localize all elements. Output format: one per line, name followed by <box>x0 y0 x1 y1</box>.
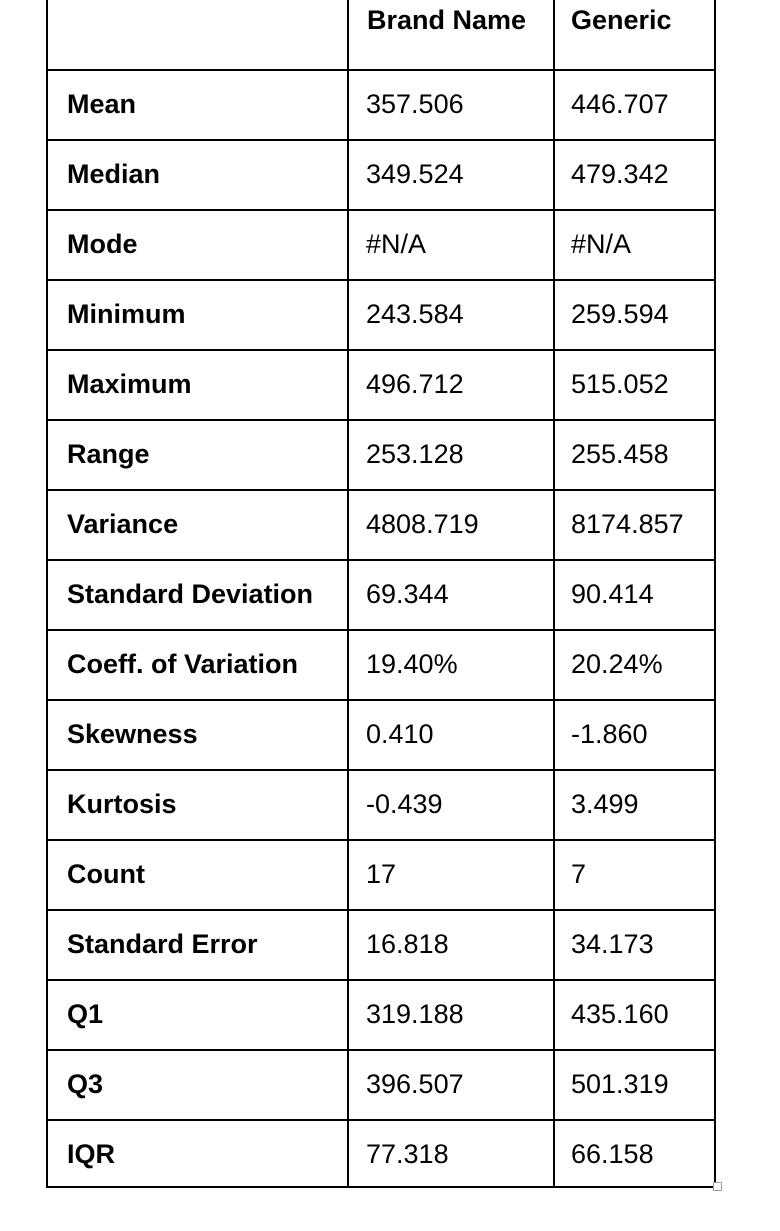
generic-value-cell: 446.707 <box>554 70 715 140</box>
brand-name-value-cell: #N/A <box>348 210 554 280</box>
brand-name-value-cell: 357.506 <box>348 70 554 140</box>
row-label-cell: Q3 <box>47 1050 348 1120</box>
generic-value-cell: 515.052 <box>554 350 715 420</box>
brand-name-value-cell: 16.818 <box>348 910 554 980</box>
table-row <box>47 840 715 910</box>
brand-name-value-cell: 77.318 <box>348 1120 554 1187</box>
generic-value-cell: #N/A <box>554 210 715 280</box>
brand-name-value-cell: 496.712 <box>348 350 554 420</box>
table-row <box>47 1050 715 1120</box>
row-label-cell: Kurtosis <box>47 770 348 840</box>
table-body <box>47 70 715 1187</box>
descriptive-statistics-table <box>46 0 716 1188</box>
row-label-cell: Coeff. of Variation <box>47 630 348 700</box>
generic-value-cell: 66.158 <box>554 1120 715 1187</box>
brand-name-value-cell: 396.507 <box>348 1050 554 1120</box>
brand-name-value-cell: 253.128 <box>348 420 554 490</box>
brand-name-value-cell: 243.584 <box>348 280 554 350</box>
table-resize-handle[interactable] <box>713 1182 722 1191</box>
generic-value-cell: 435.160 <box>554 980 715 1050</box>
header-generic: Generic <box>554 0 715 70</box>
generic-value-cell: 8174.857 <box>554 490 715 560</box>
row-label-cell: Standard Deviation <box>47 560 348 630</box>
brand-name-value-cell: 69.344 <box>348 560 554 630</box>
row-label-cell: Q1 <box>47 980 348 1050</box>
row-label-cell: Skewness <box>47 700 348 770</box>
generic-value-cell: -1.860 <box>554 700 715 770</box>
header-brand-name: Brand Name <box>348 0 554 70</box>
brand-name-value-cell: 349.524 <box>348 140 554 210</box>
generic-value-cell: 7 <box>554 840 715 910</box>
row-label-cell: Maximum <box>47 350 348 420</box>
header-corner-cell <box>47 0 348 70</box>
table-row <box>47 980 715 1050</box>
table-row <box>47 490 715 560</box>
table-row <box>47 560 715 630</box>
brand-name-value-cell: 4808.719 <box>348 490 554 560</box>
brand-name-value-cell: 0.410 <box>348 700 554 770</box>
generic-value-cell: 255.458 <box>554 420 715 490</box>
generic-value-cell: 20.24% <box>554 630 715 700</box>
generic-value-cell: 259.594 <box>554 280 715 350</box>
generic-value-cell: 3.499 <box>554 770 715 840</box>
row-label-cell: Standard Error <box>47 910 348 980</box>
row-label-cell: Mean <box>47 70 348 140</box>
row-label-cell: IQR <box>47 1120 348 1187</box>
brand-name-value-cell: -0.439 <box>348 770 554 840</box>
table-row <box>47 630 715 700</box>
table-row <box>47 910 715 980</box>
generic-value-cell: 34.173 <box>554 910 715 980</box>
brand-name-value-cell: 19.40% <box>348 630 554 700</box>
row-label-cell: Range <box>47 420 348 490</box>
header-row <box>47 0 715 70</box>
table-row <box>47 770 715 840</box>
generic-value-cell: 479.342 <box>554 140 715 210</box>
table-row <box>47 280 715 350</box>
table-row <box>47 700 715 770</box>
generic-value-cell: 90.414 <box>554 560 715 630</box>
table-row <box>47 350 715 420</box>
generic-value-cell: 501.319 <box>554 1050 715 1120</box>
table-row <box>47 1120 715 1187</box>
row-label-cell: Count <box>47 840 348 910</box>
row-label-cell: Variance <box>47 490 348 560</box>
table-row <box>47 70 715 140</box>
brand-name-value-cell: 17 <box>348 840 554 910</box>
table-row <box>47 140 715 210</box>
table-row <box>47 420 715 490</box>
table-row <box>47 210 715 280</box>
brand-name-value-cell: 319.188 <box>348 980 554 1050</box>
row-label-cell: Median <box>47 140 348 210</box>
row-label-cell: Minimum <box>47 280 348 350</box>
row-label-cell: Mode <box>47 210 348 280</box>
